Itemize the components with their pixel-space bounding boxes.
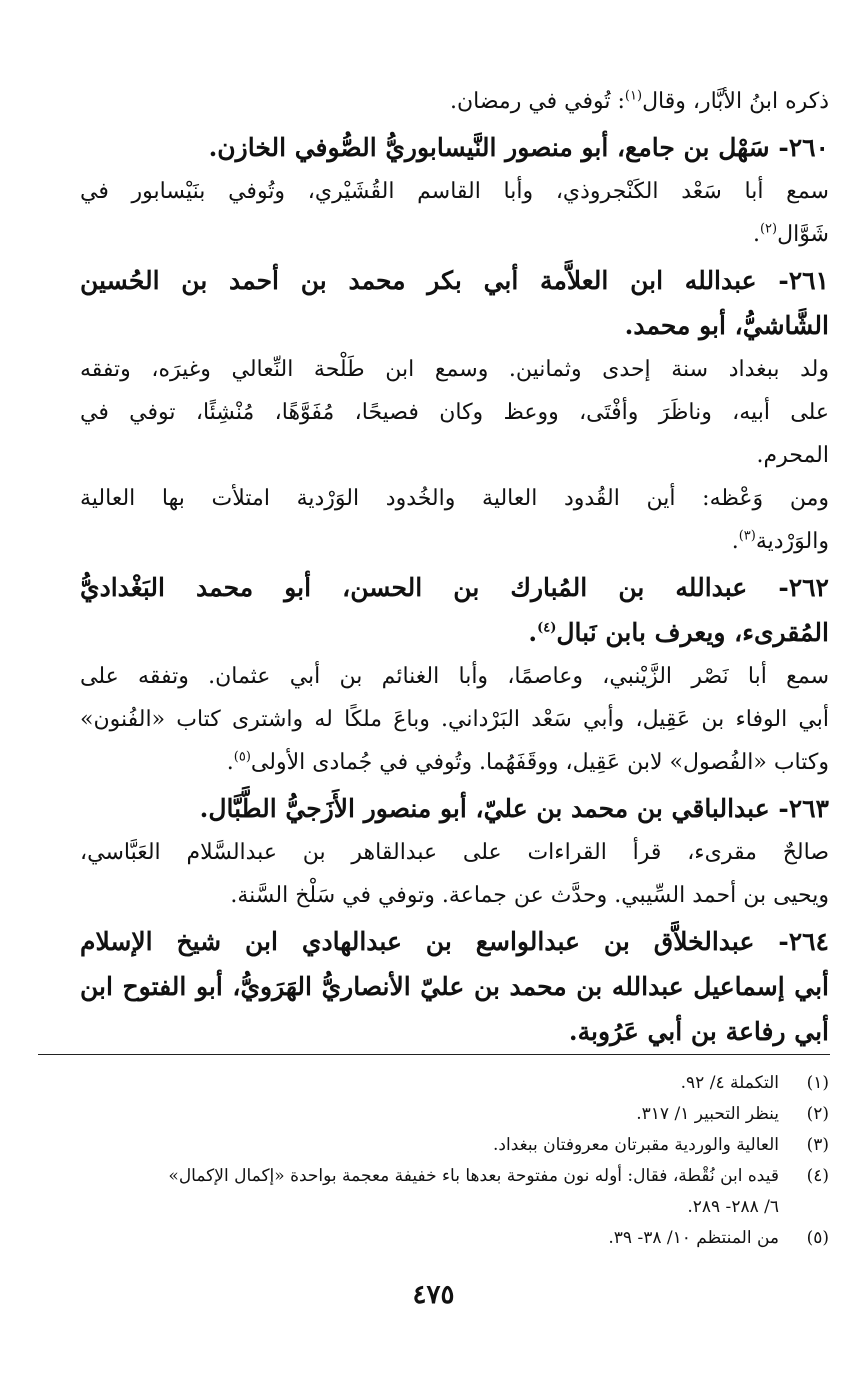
footnote-text: قيده ابن نُقْطة، فقال: أوله نون مفتوحة بعدها باء خفيفة معجمة بواحدة «إكمال الإكمال» [168,1166,779,1186]
entry-heading: أبي إسماعيل عبدالله بن محمد بن عليّ الأنصاريُّ الهَرَويُّ، أبو الفتوح ابن [80,972,829,1001]
body-line: على أبيه، وناظَرَ وأفْتَى، ووعظ وكان فصيحًا، مُفَوَّهًا، مُنْشِئًا، توفي في [80,400,829,425]
body-line: صالحٌ مقرىء، قرأ القراءات على عبدالقاهر بن عبدالسَّلام العَبَّاسي، [80,840,829,865]
body-line: سمع أبا سَعْد الكَنْجروذي، وأبا القاسم القُشَيْري، وتُوفي بنَيْسابور في [80,179,829,204]
footnote-separator [38,1054,830,1055]
entry-heading [80,610,829,655]
footnote [39,1223,829,1254]
body-line [80,213,829,256]
heading-text: المُقرىء، ويعرف بابن نَبال [556,618,829,647]
entry-body [80,655,829,784]
body-line: ولد ببغداد سنة إحدى وثمانين. وسمع ابن طَلْحة النِّعالي وغيرَه، وتفقه [80,357,829,382]
footnote-number: (٥) [806,1228,829,1248]
footnote-number: (١) [806,1073,829,1093]
footnote-continuation [39,1192,829,1223]
entry-heading: ٢٦٣- عبدالباقي بن محمد بن عليّ، أبو منصور الأَزَجيُّ الطَّبَّال. [199,794,829,823]
footnote-number: (٢) [806,1104,829,1124]
entry-263 [80,786,829,917]
footnote-text: العالية والوردية مقبرتان معروفتان ببغداد. [493,1135,779,1155]
entry-heading: الشَّاشيُّ، أبو محمد. [624,311,829,340]
intro-text: ذكره ابنُ الأبَّار، وقال [642,89,829,114]
footnote [39,1130,829,1161]
footnote-ref[interactable]: (٣) [738,528,756,544]
footnote-ref[interactable]: (٤) [537,620,557,636]
entry-260 [80,125,829,256]
entry-heading: أبي رفاعة بن أبي عَرُوبة. [568,1017,829,1046]
footnote-text: ينظر التحبير ١/ ٣١٧. [636,1104,779,1124]
entry-262 [80,565,829,784]
body-text: والوَرْدية [755,529,829,554]
entry-body [80,170,829,256]
footnote-ref[interactable]: (٢) [759,221,778,237]
body-line: سمع أبا نَصْر الزَّيْنبي، وعاصمًا، وأبا الغنائم بن أبي عثمان. وتفقه على [80,664,829,689]
footnote [39,1161,829,1192]
body-line: ومن وَعْظه: أين القُدود العالية والخُدود الوَرْدية امتلأت بها العالية [80,486,829,511]
heading-tail: . [528,618,538,647]
footnote-text: ٦/ ٢٨٨- ٢٨٩. [687,1197,779,1217]
entry-heading: ٢٦٠- سَهْل بن جامع، أبو منصور النَّيسابوريُّ الصُّوفي الخازن. [208,133,829,162]
body-text: شَوَّال [777,222,829,247]
body-tail: . [752,222,760,247]
entry-heading: ٢٦٤- عبدالخلاَّق بن عبدالواسع بن عبدالهادي ابن شيخ الإسلام [80,927,829,956]
entry-261 [80,258,829,563]
page-number: ٤٧٥ [412,1280,455,1310]
entry-body [80,348,829,563]
footnote-text: التكملة ٤/ ٩٢. [680,1073,779,1093]
body-line [80,520,829,563]
body-text: وكتاب «الفُصول» لابن عَقِيل، ووقَفَهُما. وتُوفي في جُمادى الأولى [250,750,829,775]
entry-heading: ٢٦٢- عبدالله بن المُبارك بن الحسن، أبو محمد البَغْداديُّ [80,573,829,602]
intro-tail: : تُوفي في رمضان. [449,89,625,114]
body-tail: . [731,529,739,554]
intro-line [80,80,829,123]
entry-264 [80,919,829,1054]
footnote-ref[interactable]: (١) [624,88,643,104]
footnote [39,1099,829,1130]
body-line: أبي الوفاء بن عَقِيل، وأبي سَعْد البَرْداني. وباعَ ملكًا له واشترى كتاب «الفُنون» [80,707,829,732]
footnote-text: من المنتظم ١٠/ ٣٨- ٣٩. [608,1228,779,1248]
footnote-number: (٤) [806,1166,829,1186]
entry-body [80,831,829,917]
footnote-number: (٣) [806,1135,829,1155]
body-line: المحرم. [756,443,829,468]
footnote [39,1068,829,1099]
entry-heading: ٢٦١- عبدالله ابن العلاَّمة أبي بكر محمد بن أحمد بن الحُسين [80,266,829,295]
footnotes [39,1068,829,1254]
body-line: ويحيى بن أحمد السِّيبي. وحدَّث عن جماعة. وتوفي في سَلْخ السَّنة. [230,883,829,908]
footnote-ref[interactable]: (٥) [233,749,251,765]
body-line [80,741,829,784]
body-tail: . [226,750,234,775]
